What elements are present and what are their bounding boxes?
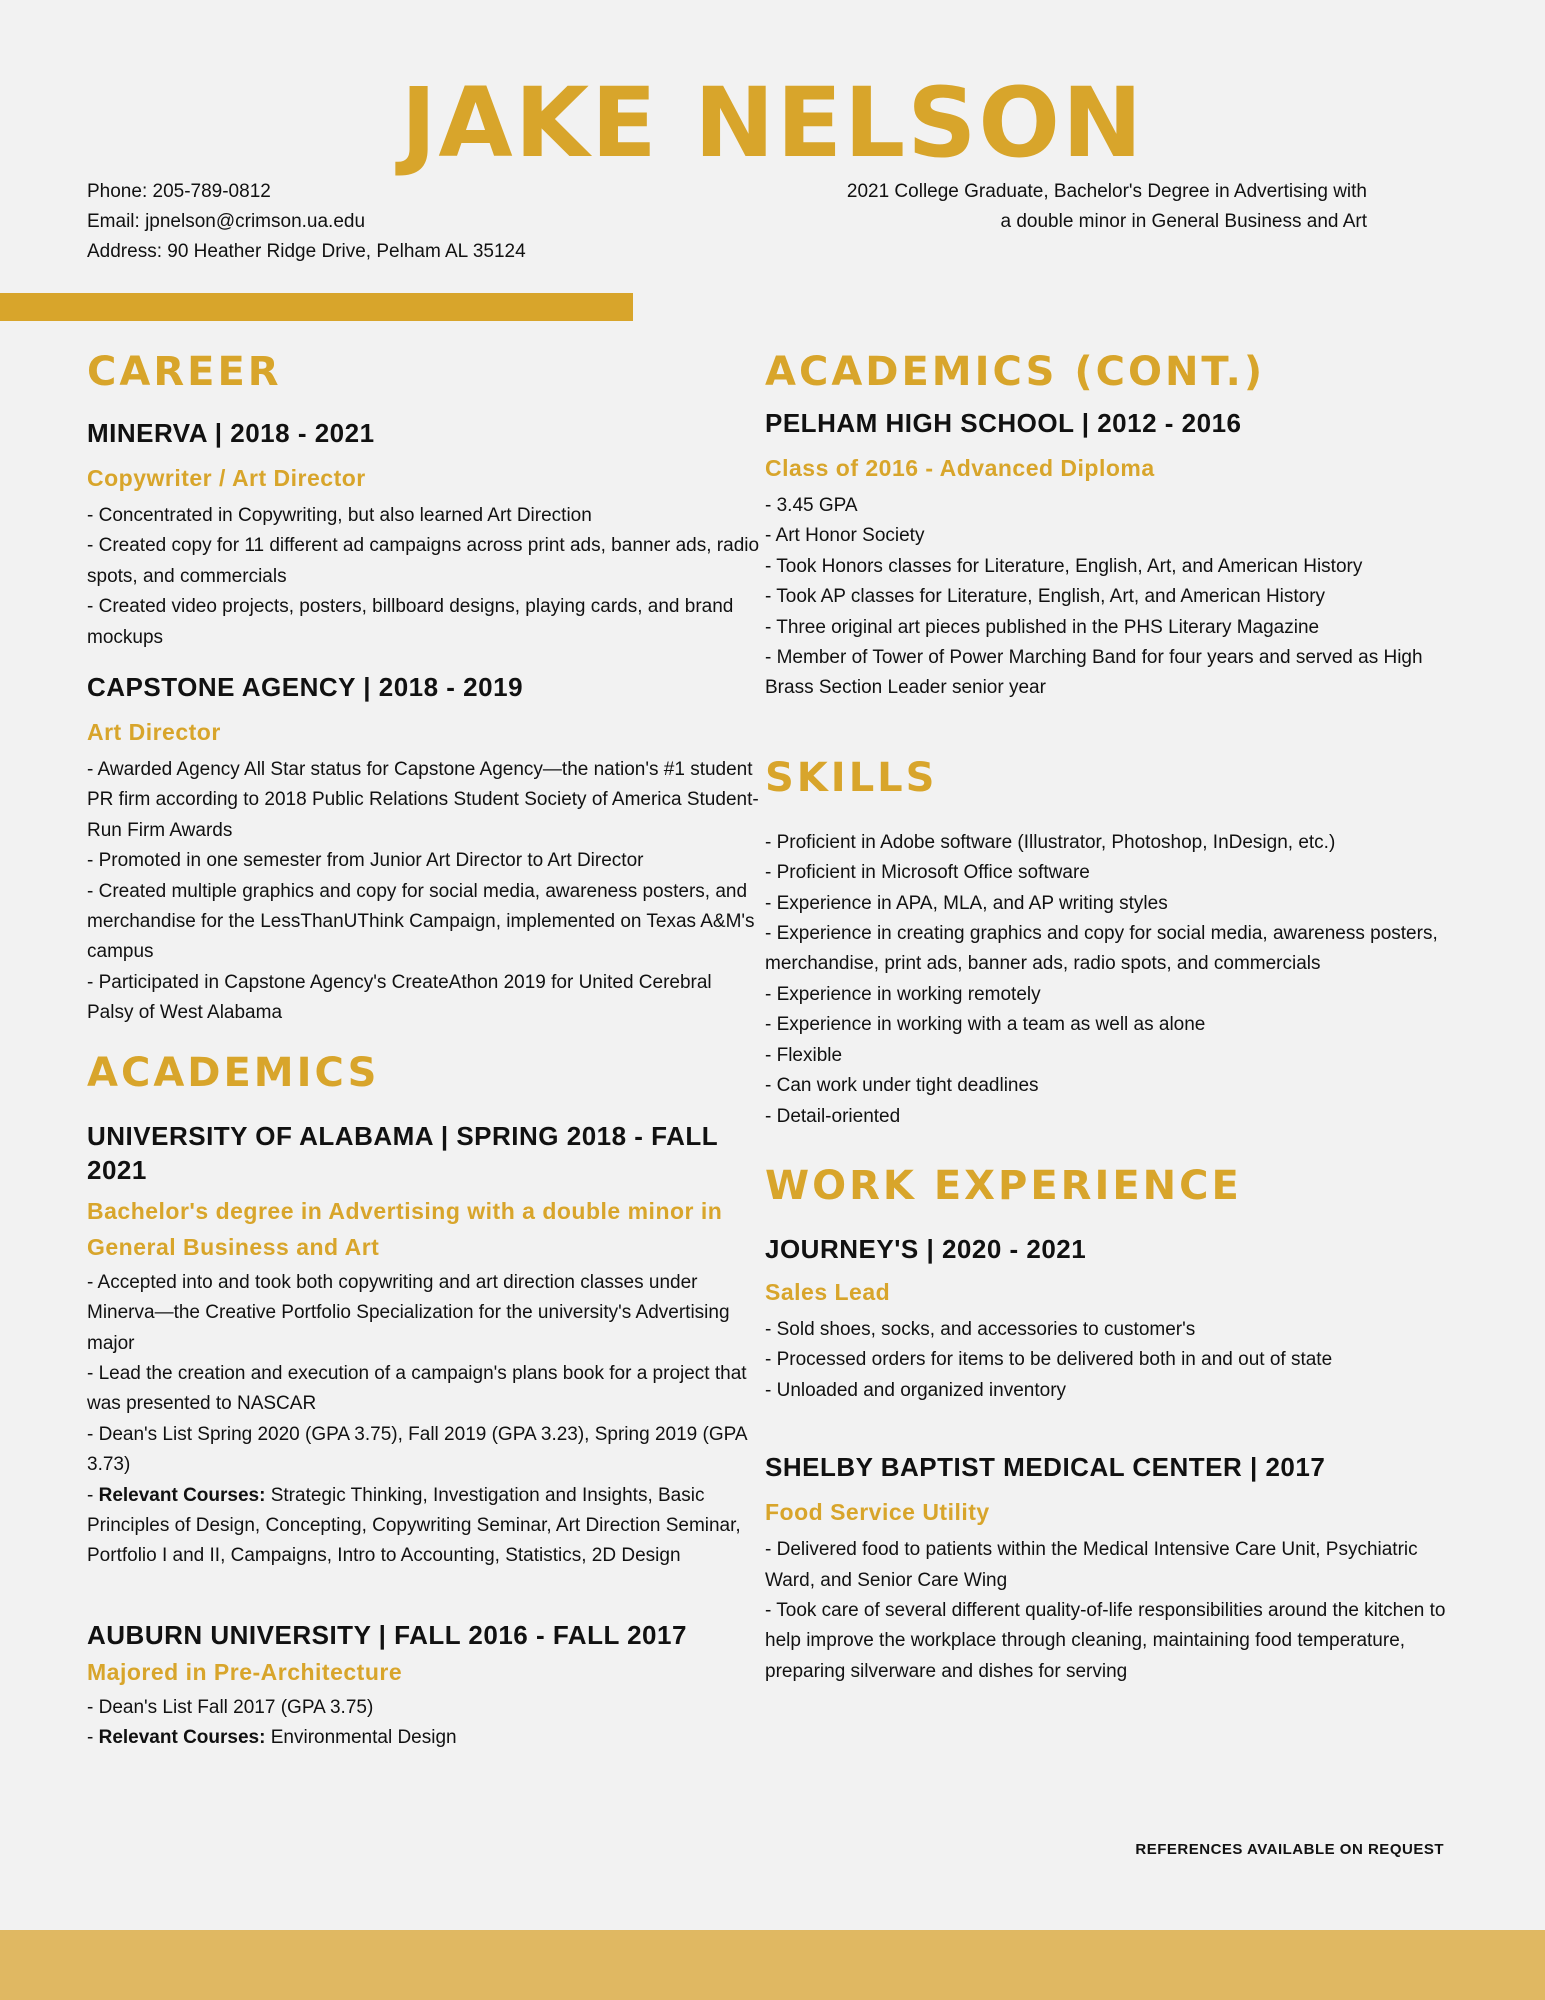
bullet-item: - Dean's List Fall 2017 (GPA 3.75) (87, 1696, 374, 1718)
references-note: REFERENCES AVAILABLE ON REQUEST (1135, 1841, 1444, 1858)
job-role: Sales Lead (765, 1278, 891, 1305)
job-role: Food Service Utility (765, 1499, 990, 1526)
bullet-item: - Accepted into and took both copywriting and art direction classes under Minerva—the Creative Portfolio Specialization for the university's Advertising major (87, 1271, 730, 1354)
skill-item: - Can work under tight deadlines (765, 1075, 1039, 1097)
school-degree: Bachelor's degree in Advertising with a double minor in General Business and Art (87, 1197, 723, 1260)
bullet-item: - Art Honor Society (765, 525, 925, 547)
skill-item: - Experience in working remotely (765, 983, 1041, 1005)
academics-section-title: ACADEMICS (87, 1049, 380, 1096)
relevant-courses (87, 1481, 762, 1572)
bullet-item: - Delivered food to patients within the Medical Intensive Care Unit, Psychiatric Ward, and Senior Care Wing (765, 1539, 1418, 1591)
bullet-item: - Participated in Capstone Agency's CreateAthon 2019 for United Cerebral Palsy of West Alabama (87, 971, 712, 1024)
school-degree: Class of 2016 - Advanced Diploma (765, 455, 1155, 481)
left-column (87, 342, 762, 1754)
bullet-item: - Three original art pieces published in the PHS Literary Magazine (765, 616, 1320, 638)
job-role: Copywriter / Art Director (87, 465, 366, 491)
job-heading: JOURNEY'S | 2020 - 2021 (765, 1233, 1087, 1264)
courses-prefix: - (87, 1727, 99, 1749)
skill-item: - Experience in working with a team as well as alone (765, 1014, 1206, 1036)
resume-name: JAKE NELSON (400, 67, 1145, 179)
job-role: Art Director (87, 719, 221, 746)
school-heading: UNIVERSITY OF ALABAMA | SPRING 2018 - FALL 2021 (87, 1120, 718, 1185)
bullet-item: - Member of Tower of Power Marching Band for four years and served as High Brass Section Leader senior year (765, 647, 1423, 699)
phone-line: Phone: 205-789-0812 (87, 181, 271, 202)
bullet-item: - Awarded Agency All Star status for Capstone Agency—the nation's #1 student PR firm according to 2018 Public Relations Student Society of America Student-Run Firm Awards (87, 759, 759, 841)
bullet-item: - Created copy for 11 different ad campaigns across print ads, banner ads, radio spots, and commercials (87, 535, 760, 587)
school-heading: AUBURN UNIVERSITY | FALL 2016 - FALL 2017 (87, 1619, 687, 1650)
skill-item: - Experience in creating graphics and copy for social media, awareness posters, merchandise, print ads, banner ads, radio spots, and commercials (765, 923, 1438, 975)
courses-label: Relevant Courses: (98, 1727, 266, 1749)
school-bullets (765, 491, 1465, 704)
summary (747, 177, 1367, 237)
summary-line-1: 2021 College Graduate, Bachelor's Degree in Advertising with (846, 181, 1367, 202)
academics-cont-section-title: ACADEMICS (CONT.) (765, 349, 1266, 395)
job-bullets (765, 1535, 1465, 1687)
bullet-item: - Processed orders for items to be delivered both in and out of state (765, 1349, 1333, 1371)
bullet-item: - Took Honors classes for Literature, English, Art, and American History (765, 555, 1363, 577)
contact-info (87, 177, 526, 267)
bullet-item: - Concentrated in Copywriting, but also learned Art Direction (87, 505, 592, 526)
job-bullets (87, 755, 762, 1029)
job-heading: SHELBY BAPTIST MEDICAL CENTER | 2017 (765, 1452, 1326, 1483)
courses-text: Environmental Design (265, 1727, 457, 1749)
footer-band (0, 1930, 1545, 2000)
skill-item: - Proficient in Adobe software (Illustrator, Photoshop, InDesign, etc.) (765, 831, 1336, 853)
address-line: Address: 90 Heather Ridge Drive, Pelham AL 35124 (87, 241, 526, 262)
bullet-item: - Took care of several different quality-of-life responsibilities around the kitchen to help improve the workplace through cleaning, maintaining food temperature, preparing silverware and dishes for serving (765, 1599, 1446, 1682)
school-heading: PELHAM HIGH SCHOOL | 2012 - 2016 (765, 408, 1242, 438)
header-accent-bar (0, 293, 633, 321)
school-bullets (87, 1693, 762, 1754)
job-heading: CAPSTONE AGENCY | 2018 - 2019 (87, 672, 524, 703)
bullet-item: - Dean's List Spring 2020 (GPA 3.75), Fall 2019 (GPA 3.23), Spring 2019 (GPA 3.73) (87, 1423, 747, 1476)
skill-item: - Detail-oriented (765, 1105, 901, 1127)
bullet-item: - Promoted in one semester from Junior Art Director to Art Director (87, 850, 644, 872)
school-degree: Majored in Pre-Architecture (87, 1658, 403, 1685)
skill-item: - Experience in APA, MLA, and AP writing styles (765, 892, 1168, 914)
bullet-item: - 3.45 GPA (765, 495, 858, 516)
work-section-title: WORK EXPERIENCE (765, 1162, 1242, 1209)
bullet-item: - Unloaded and organized inventory (765, 1379, 1067, 1401)
bullet-item: - Sold shoes, socks, and accessories to customer's (765, 1318, 1196, 1340)
school-bullets (87, 1268, 762, 1572)
skill-item: - Proficient in Microsoft Office software (765, 862, 1090, 884)
career-section-title: CAREER (87, 349, 282, 395)
job-heading: MINERVA | 2018 - 2021 (87, 418, 375, 448)
courses-label: Relevant Courses: (98, 1484, 266, 1506)
skills-list (765, 828, 1465, 1132)
courses-prefix: - (87, 1484, 99, 1506)
bullet-item: - Lead the creation and execution of a campaign's plans book for a project that was presented to NASCAR (87, 1362, 747, 1415)
skills-section-title: SKILLS (765, 754, 938, 801)
skill-item: - Flexible (765, 1044, 843, 1066)
job-bullets (87, 501, 762, 653)
job-bullets (765, 1315, 1465, 1406)
summary-line-2: a double minor in General Business and Art (1000, 211, 1367, 232)
courses-text: Strategic Thinking, Investigation and Insights, Basic Principles of Design, Concepting, Copywriting Seminar, Art Direction Seminar, Portfolio I and II, Campaigns, Intro to Accounting, Statistics, 2D Design (87, 1484, 741, 1567)
relevant-courses (87, 1723, 762, 1753)
bullet-item: - Created video projects, posters, billboard designs, playing cards, and brand mockups (87, 596, 734, 648)
email-line: Email: jpnelson@crimson.ua.edu (87, 211, 366, 232)
bullet-item: - Created multiple graphics and copy for social media, awareness posters, and merchandise for the LessThanUThink Campaign, implemented on Texas A&M's campus (87, 880, 755, 963)
right-column (765, 342, 1465, 1687)
bullet-item: - Took AP classes for Literature, English, Art, and American History (765, 586, 1326, 608)
